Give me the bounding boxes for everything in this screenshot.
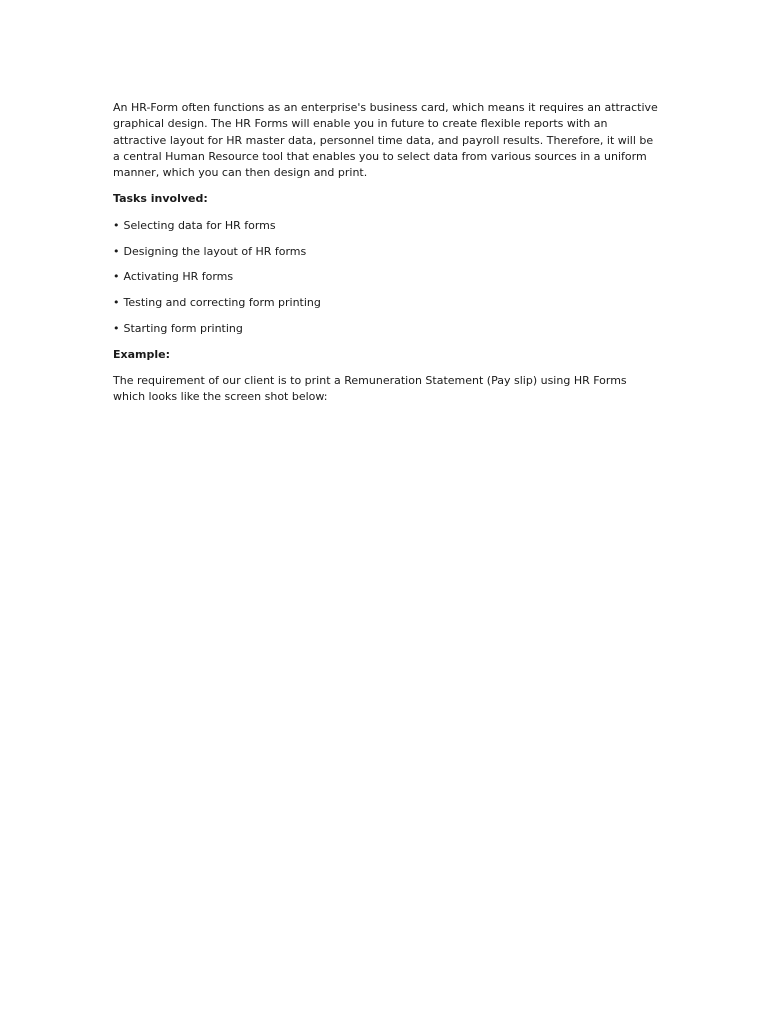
- document-page: [113, 100, 658, 416]
- list-item-text: Activating HR forms: [123, 270, 234, 284]
- list-item: [113, 321, 658, 337]
- bullet-icon: •: [113, 218, 120, 232]
- list-item-text: Selecting data for HR forms: [123, 218, 276, 232]
- list-item-text: Designing the layout of HR forms: [123, 244, 307, 258]
- bullet-icon: •: [113, 244, 120, 258]
- list-item: [113, 269, 658, 285]
- tasks-heading: Tasks involved:: [113, 192, 208, 206]
- list-item: [113, 218, 658, 234]
- list-item: [113, 295, 658, 311]
- example-paragraph: The requirement of our client is to print a Remuneration Statement (Pay slip) using HR Forms which looks like the screen shot below:: [113, 374, 627, 404]
- list-item-text: Starting form printing: [123, 321, 243, 335]
- tasks-list: [113, 218, 658, 337]
- bullet-icon: •: [113, 321, 120, 335]
- list-item-text: Testing and correcting form printing: [123, 296, 321, 310]
- intro-paragraph: An HR-Form often functions as an enterprise's business card, which means it requires an attractive graphical design. The HR Forms will enable you in future to create flexible reports with an attractive layout for HR master data, personnel time data, and payroll results. Therefore, it will be a central Human Resource tool that enables you to select data from various sources in a uniform manner, which you can then design and print.: [113, 101, 658, 180]
- bullet-icon: •: [113, 296, 120, 310]
- example-heading: Example:: [113, 347, 170, 361]
- bullet-icon: •: [113, 270, 120, 284]
- list-item: [113, 244, 658, 260]
